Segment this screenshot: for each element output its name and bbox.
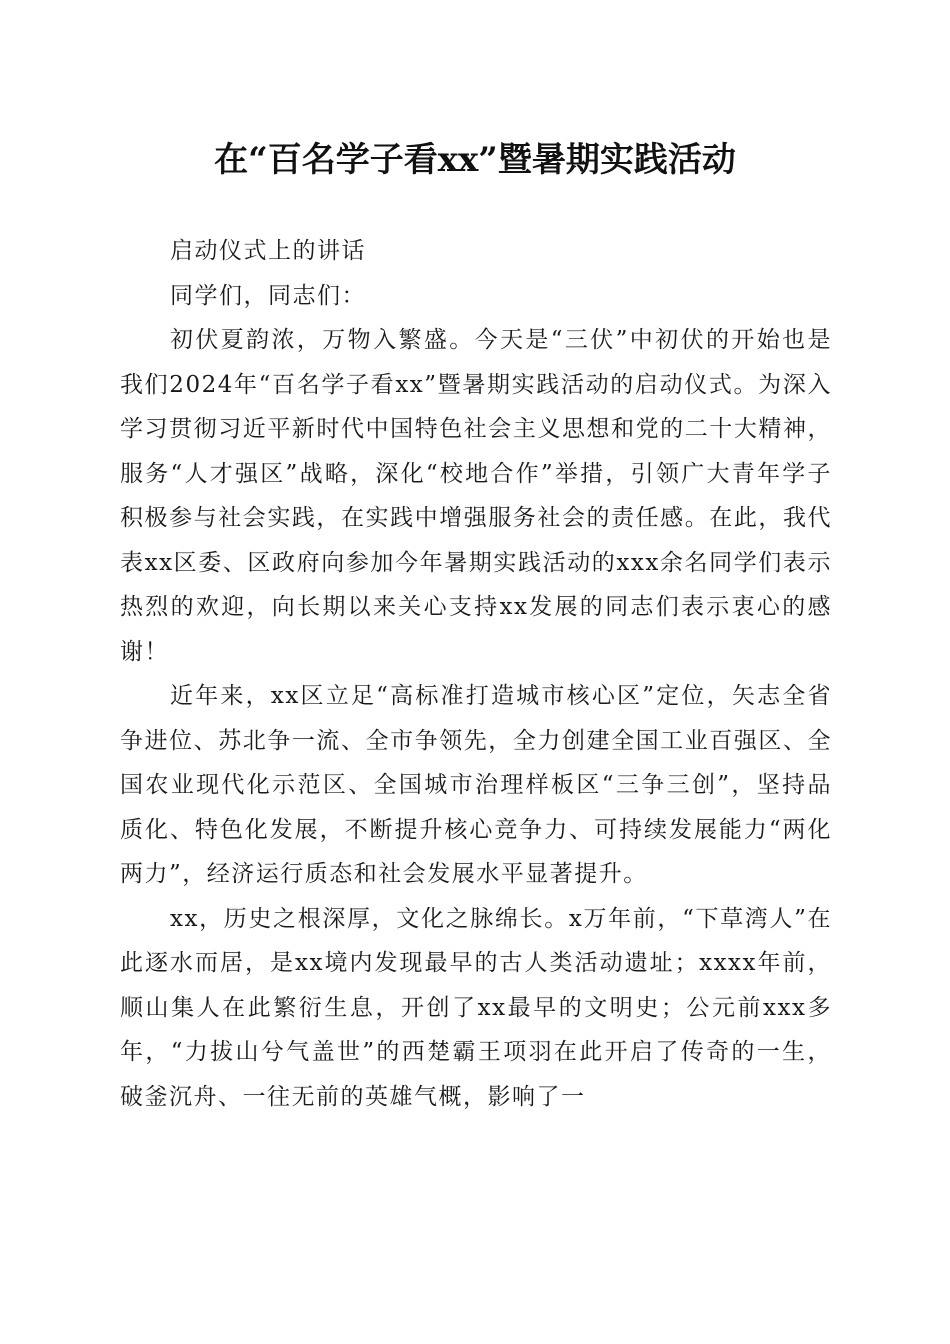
body-paragraph: 初伏夏韵浓，万物入繁盛。今天是“三伏”中初伏的开始也是我们2024年“百名学子看xx”暨暑期实践活动的启动仪式。为深入学习贯彻习近平新时代中国特色社会主义思想和党的二十大精神，服务“人才强区”战略，深化“校地合作”举措，引领广大青年学子积极参与社会实践，在实践中增强服务社会的责任感。在此，我代表xx区委、区政府向参加今年暑期实践活动的xxx余名同学们表示热烈的欢迎，向长期以来关心支持xx发展的同志们表示衷心的感谢！	[120, 327, 832, 665]
speech-subtitle: 启动仪式上的讲话	[170, 238, 366, 264]
document-title: 在“百名学子看xx”暨暑期实践活动	[214, 140, 736, 180]
document-body	[120, 229, 832, 1119]
body-paragraph: xx，历史之根深厚，文化之脉绵长。x万年前，“下草湾人”在此逐水而居，是xx境内发现最早的古人类活动遗址；xxxx年前，顺山集人在此繁衍生息，开创了xx最早的文明史；公元前xxx多年，“力拔山兮气盖世”的西楚霸王项羽在此开启了传奇的一生，破釜沉舟、一往无前的英雄气概，影响了一	[120, 905, 832, 1110]
body-paragraph: 近年来，xx区立足“高标准打造城市核心区”定位，矢志全省争进位、苏北争一流、全市争领先，全力创建全国工业百强区、全国农业现代化示范区、全国城市治理样板区“三争三创”，坚持品质化、特色化发展，不断提升核心竞争力、可持续发展能力“两化两力”，经济运行质态和社会发展水平显著提升。	[120, 683, 832, 887]
salutation: 同学们，同志们：	[170, 282, 366, 309]
